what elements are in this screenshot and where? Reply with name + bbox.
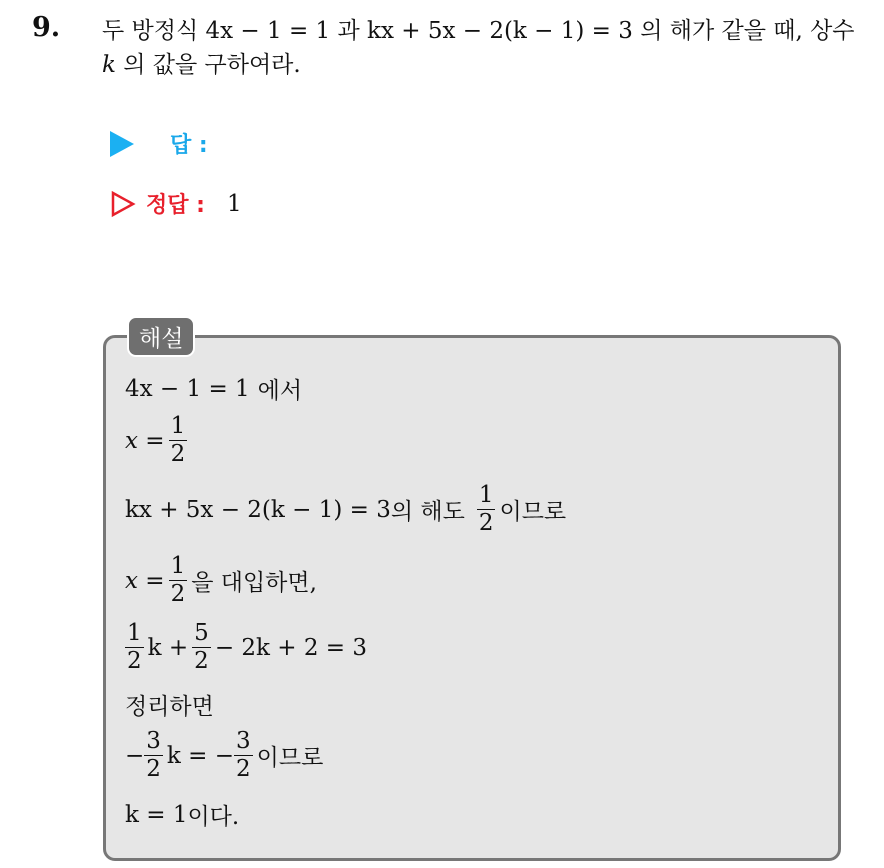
correct-answer-label: 정답 : — [146, 193, 205, 218]
sol-eq2: kx + 5x − 2(k − 1) = 3 — [125, 496, 391, 523]
frac-num: 3 — [146, 728, 161, 754]
frac-den: 2 — [146, 756, 161, 782]
frac-num: 5 — [194, 620, 209, 646]
sol-text8: 이다. — [187, 804, 240, 830]
eq1: 4x − 1 = 1 — [205, 18, 331, 44]
frac-num: 3 — [236, 728, 251, 754]
fraction-half — [169, 555, 188, 606]
q-suffix1: 의 해가 같을 때, 상수 — [640, 18, 855, 44]
question-number: 9. — [32, 12, 61, 43]
fraction-half — [125, 622, 144, 673]
sol-line-4 — [125, 555, 317, 606]
sol-line-6 — [125, 688, 214, 721]
sol-x-eq: x = — [125, 567, 165, 594]
sol-x-eq: x = — [125, 427, 165, 454]
frac-den: 2 — [170, 581, 186, 607]
frac-den: 2 — [127, 648, 142, 674]
sol-line-5 — [125, 622, 367, 673]
q-conj: 과 — [337, 18, 360, 44]
sol-text3a: 의 해도 — [390, 499, 465, 525]
frac-den: 2 — [194, 648, 209, 674]
sol-text3b: 이므로 — [499, 499, 567, 525]
sol-k-eq: k = − — [166, 742, 235, 769]
question-text — [102, 14, 872, 82]
q-prefix: 두 방정식 — [102, 18, 199, 44]
answer-row — [110, 128, 208, 159]
play-triangle-icon — [110, 131, 134, 157]
eq2: kx + 5x − 2(k − 1) = 3 — [367, 18, 633, 44]
fraction-three-half — [234, 730, 253, 781]
sol-text7: 이므로 — [256, 745, 324, 771]
frac-den: 2 — [478, 510, 494, 536]
sol-eq1: 4x − 1 = 1 — [125, 375, 250, 402]
fraction-three-half — [144, 730, 163, 781]
correct-answer-value: 1 — [226, 190, 242, 217]
sol-text1: 에서 — [257, 378, 303, 404]
sol-minus: − — [125, 742, 145, 769]
sol-line-3 — [125, 484, 566, 535]
frac-num: 1 — [170, 553, 186, 579]
sol-k-plus: k + — [147, 634, 189, 661]
sol-line-1 — [125, 372, 302, 405]
sol-line-7 — [125, 730, 323, 781]
frac-num: 1 — [170, 413, 186, 439]
var-k: k — [102, 52, 116, 78]
fraction-five-half — [192, 622, 211, 673]
frac-den: 2 — [236, 756, 251, 782]
sol-final-eq: k = 1 — [125, 801, 188, 828]
fraction-half — [477, 484, 496, 535]
sol-text4: 을 대입하면, — [191, 570, 317, 596]
solution-tag: 해설 — [127, 316, 195, 357]
sol-text6: 정리하면 — [125, 694, 214, 720]
outline-triangle-icon — [110, 190, 136, 218]
fraction-half — [169, 415, 188, 466]
sol-line-8 — [125, 798, 239, 831]
correct-answer-row — [110, 188, 242, 219]
q-suffix2: 의 값을 구하여라. — [123, 52, 301, 78]
answer-label: 답 : — [170, 133, 208, 158]
frac-num: 1 — [127, 620, 142, 646]
sol-line-2 — [125, 415, 191, 466]
frac-den: 2 — [170, 441, 186, 467]
sol-eq5-rest: − 2k + 2 = 3 — [214, 634, 368, 661]
frac-num: 1 — [478, 482, 494, 508]
